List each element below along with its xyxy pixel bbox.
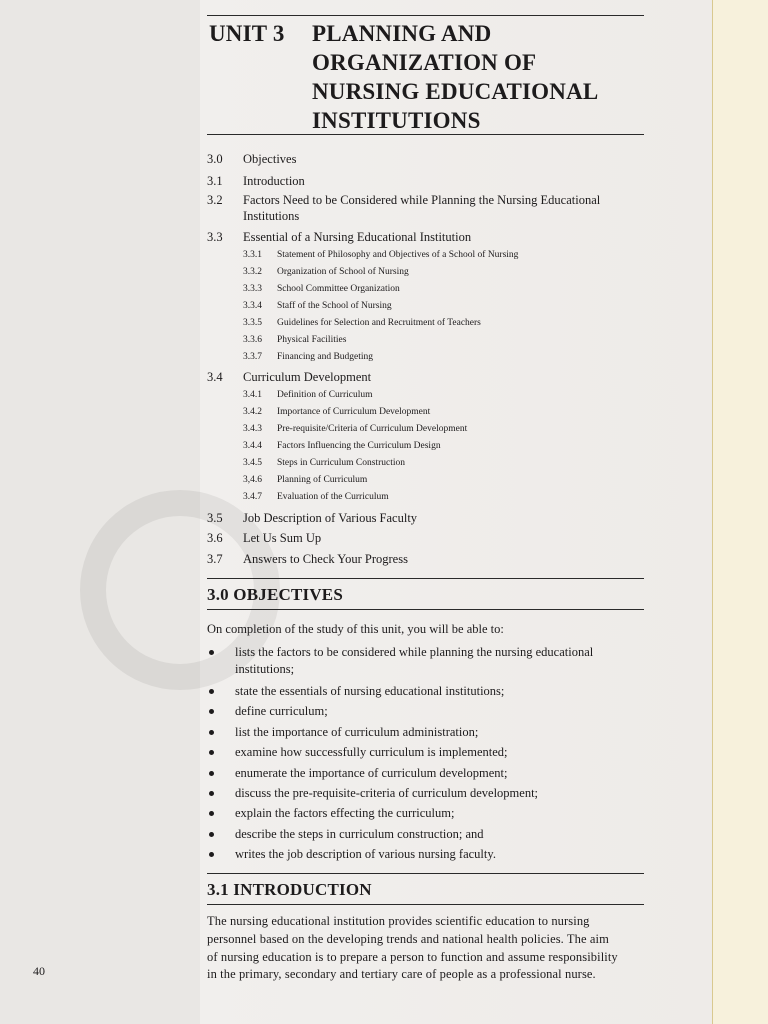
toc-title: Answers to Check Your Progress	[243, 552, 408, 566]
bullet-icon	[209, 832, 214, 837]
introduction-line: personnel based on the developing trends and national health policies. The aim	[207, 932, 609, 946]
toc-sub-title: Staff of the School of Nursing	[277, 301, 392, 311]
objective-text: enumerate the importance of curriculum development;	[235, 766, 508, 780]
unit-title	[312, 19, 652, 135]
unit-title-line: PLANNING AND	[312, 21, 492, 46]
toc-sub-number: 3.3.6	[243, 335, 262, 345]
toc-sub-number: 3.4.7	[243, 492, 262, 502]
objective-text: state the essentials of nursing educational institutions;	[235, 684, 505, 698]
toc-sub-number: 3.4.1	[243, 390, 262, 400]
toc-sub-title: Financing and Budgeting	[277, 352, 374, 362]
toc-title: Factors Need to be Considered while Planning the Nursing Educational	[243, 193, 601, 207]
introduction-line: in the primary, secondary and tertiary care of people as a professional nurse.	[207, 967, 596, 981]
toc-sub-title: Evaluation of the Curriculum	[277, 492, 389, 502]
toc-sub-title: Statement of Philosophy and Objectives of a School of Nursing	[277, 250, 519, 260]
toc-sub-number: 3.3.4	[243, 301, 262, 311]
objective-text: discuss the pre-requisite-criteria of curriculum development;	[235, 786, 539, 800]
toc-number: 3.3	[207, 230, 223, 244]
toc-sub-title: Definition of Curriculum	[277, 390, 373, 400]
objective-text: define curriculum;	[235, 704, 328, 718]
toc-sub-title: Factors Influencing the Curriculum Design	[277, 441, 441, 451]
toc-title: Introduction	[243, 174, 305, 188]
objective-text: institutions;	[235, 662, 295, 676]
top-rule	[207, 15, 644, 16]
toc-sub-number: 3.4.3	[243, 424, 262, 434]
toc-sub-title: Organization of School of Nursing	[277, 267, 409, 277]
toc-sub-title: Steps in Curriculum Construction	[277, 458, 405, 468]
toc-sub-number: 3.3.2	[243, 267, 262, 277]
bullet-icon	[209, 689, 214, 694]
unit-number: UNIT 3	[209, 21, 285, 46]
title-rule	[207, 134, 644, 135]
left-margin	[0, 0, 200, 1024]
bullet-icon	[209, 709, 214, 714]
toc-sub-title: Physical Facilities	[277, 335, 347, 345]
toc-number: 3.4	[207, 370, 223, 384]
introduction-top-rule	[207, 873, 644, 874]
toc-sub-title: School Committee Organization	[277, 284, 400, 294]
bullet-icon	[209, 852, 214, 857]
toc-sub-number: 3.3.1	[243, 250, 262, 260]
toc-sub-title: Pre-requisite/Criteria of Curriculum Development	[277, 424, 468, 434]
objective-text: writes the job description of various nursing faculty.	[235, 847, 496, 861]
toc-sub-number: 3.4.2	[243, 407, 262, 417]
introduction-line: The nursing educational institution provides scientific education to nursing	[207, 914, 590, 928]
objective-text: list the importance of curriculum administration;	[235, 725, 479, 739]
toc-sub-title: Importance of Curriculum Development	[277, 407, 431, 417]
toc-sub-number: 3.4.5	[243, 458, 262, 468]
toc-number: 3.0	[207, 152, 223, 166]
toc-title: Job Description of Various Faculty	[243, 511, 418, 525]
objectives-intro: On completion of the study of this unit, you will be able to:	[207, 622, 504, 636]
toc-number: 3.6	[207, 531, 223, 545]
toc-number: 3.7	[207, 552, 223, 566]
bullet-icon	[209, 750, 214, 755]
toc-sub-number: 3.3.5	[243, 318, 262, 328]
toc-title: Essential of a Nursing Educational Institution	[243, 230, 472, 244]
toc-number: 3.5	[207, 511, 223, 525]
objective-text: examine how successfully curriculum is implemented;	[235, 745, 508, 759]
toc-sub-number: 3,4.6	[243, 475, 262, 485]
bullet-icon	[209, 730, 214, 735]
facing-page-edge	[712, 0, 768, 1024]
toc-sub-number: 3.3.7	[243, 352, 262, 362]
toc-title: Let Us Sum Up	[243, 531, 322, 545]
toc-sub-number: 3.3.3	[243, 284, 262, 294]
bullet-icon	[209, 771, 214, 776]
toc-sub-title: Planning of Curriculum	[277, 475, 368, 485]
bullet-icon	[209, 811, 214, 816]
toc-title: Objectives	[243, 152, 297, 166]
objectives-heading: 3.0 OBJECTIVES	[207, 585, 344, 604]
toc-sub-number: 3.4.4	[243, 441, 262, 451]
toc-title: Curriculum Development	[243, 370, 372, 384]
objective-text: explain the factors effecting the curriculum;	[235, 806, 455, 820]
unit-title-line: ORGANIZATION OF	[312, 50, 537, 75]
unit-title-line: INSTITUTIONS	[312, 108, 481, 133]
unit-title-line: NURSING EDUCATIONAL	[312, 79, 599, 104]
toc-number: 3.1	[207, 174, 223, 188]
objective-text: describe the steps in curriculum construction; and	[235, 827, 484, 841]
toc-sub-title: Guidelines for Selection and Recruitment of Teachers	[277, 318, 481, 328]
toc-title: Institutions	[243, 209, 300, 223]
introduction-line: of nursing education is to prepare a person to function and assume responsibility	[207, 950, 618, 964]
objectives-bottom-rule	[207, 609, 644, 610]
objectives-top-rule	[207, 578, 644, 579]
bullet-icon	[209, 791, 214, 796]
toc-number: 3.2	[207, 193, 223, 207]
bullet-icon	[209, 650, 214, 655]
introduction-heading: 3.1 INTRODUCTION	[207, 880, 372, 899]
introduction-bottom-rule	[207, 904, 644, 905]
objective-text: lists the factors to be considered while planning the nursing educational	[235, 645, 594, 659]
page-number: 40	[33, 964, 45, 978]
